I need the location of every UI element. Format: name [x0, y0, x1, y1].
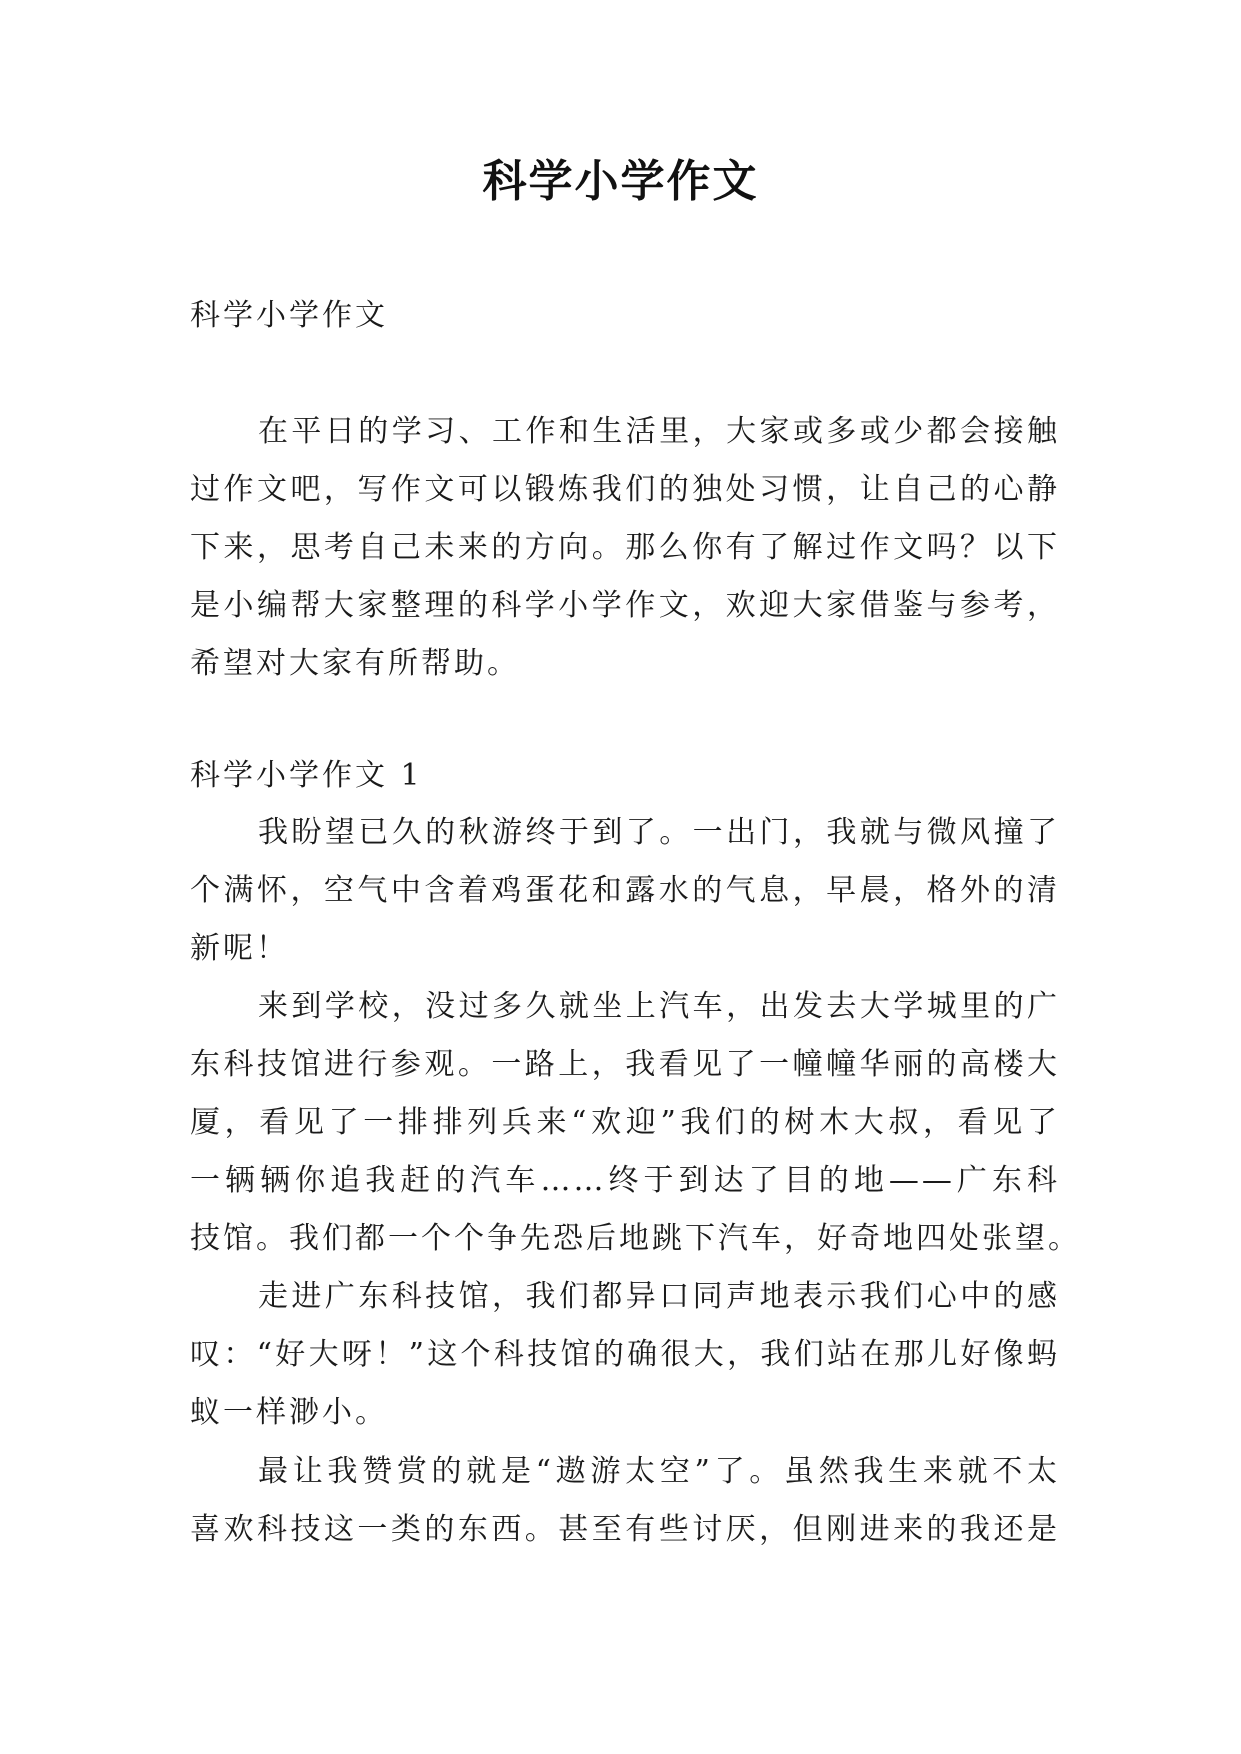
- body-paragraph: [190, 978, 1081, 1268]
- text-line: 在平日的学习、工作和生活里，大家或多或少都会接触: [258, 414, 1060, 449]
- text-line: 最让我赞赏的就是“遨游太空”了。虽然我生来就不太: [258, 1454, 1060, 1489]
- text-line: 走进广东科技馆，我们都异口同声地表示我们心中的感: [258, 1279, 1060, 1314]
- document-title: 科学小学作文: [482, 156, 759, 207]
- text-line: 个满怀，空气中含着鸡蛋花和露水的气息，早晨，格外的清: [190, 873, 1060, 908]
- text-line: 厦，看见了一排排列兵来“欢迎”我们的树木大叔，看见了: [190, 1105, 1060, 1140]
- body-paragraph: [190, 1268, 1060, 1442]
- text-line: 过作文吧，写作文可以锻炼我们的独处习惯，让自己的心静: [190, 472, 1060, 507]
- text-line: 我盼望已久的秋游终于到了。一出门，我就与微风撞了: [258, 815, 1060, 850]
- text-line: 叹：“好大呀！”这个科技馆的确很大，我们站在那儿好像蚂: [190, 1337, 1060, 1372]
- text-line: 东科技馆进行参观。一路上，我看见了一幢幢华丽的高楼大: [190, 1047, 1060, 1082]
- text-line: 是小编帮大家整理的科学小学作文，欢迎大家借鉴与参考，: [190, 588, 1060, 623]
- body-paragraph: [190, 804, 1060, 978]
- text-line: 希望对大家有所帮助。: [190, 646, 520, 681]
- document-heading: 科学小学作文: [190, 298, 388, 333]
- text-line: 喜欢科技这一类的东西。甚至有些讨厌，但刚进来的我还是: [190, 1512, 1060, 1547]
- text-line: 技馆。我们都一个个争先恐后地跳下汽车，好奇地四处张望。: [190, 1221, 1081, 1256]
- text-line: 来到学校，没过多久就坐上汽车，出发去大学城里的广: [258, 989, 1060, 1024]
- intro-paragraph: [190, 403, 1060, 693]
- text-line: 新呢！: [190, 931, 289, 966]
- section-heading: 科学小学作文 1: [190, 758, 423, 793]
- text-line: 蚁一样渺小。: [190, 1395, 388, 1430]
- text-line: 下来，思考自己未来的方向。那么你有了解过作文吗？以下: [190, 530, 1060, 565]
- body-paragraph: [190, 1443, 1060, 1559]
- text-line: 一辆辆你追我赶的汽车……终于到达了目的地——广东科: [190, 1163, 1060, 1198]
